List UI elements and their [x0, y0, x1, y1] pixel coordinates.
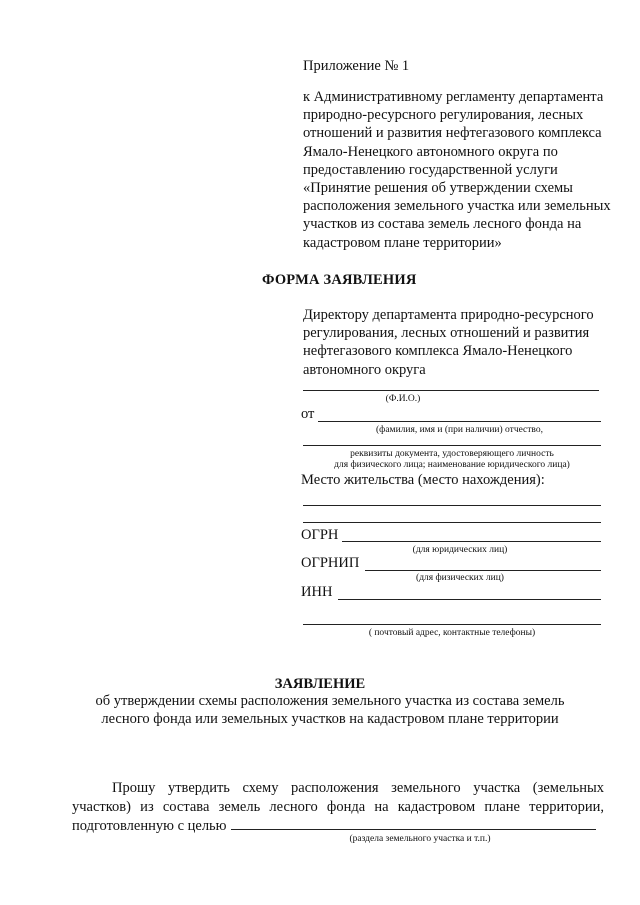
ogrn-label: ОГРН — [301, 527, 339, 543]
document-caption-1: реквизиты документа, удостоверяющего личность — [350, 449, 554, 459]
addressee-block: Директору департамента природно-ресурсного регулирования, лесных отношений и развития нефтегазового комплекса Ямало-Ненецкого автономного округа — [303, 307, 594, 378]
name-input-line[interactable] — [318, 421, 601, 422]
residence-input-line-1[interactable] — [303, 505, 601, 506]
application-subtitle: об утверждении схемы расположения земельного участка из состава земель лесного фонда или земельных участков на кадастровом плане территории — [95, 693, 565, 727]
ogrnip-input-line[interactable] — [365, 570, 601, 571]
form-title: ФОРМА ЗАЯВЛЕНИЯ — [262, 272, 417, 288]
ogrnip-caption: (для физических лиц) — [416, 573, 504, 583]
purpose-input-line[interactable] — [231, 817, 596, 830]
contacts-input-line[interactable] — [303, 624, 601, 625]
purpose-caption: (раздела земельного участка и т.п.) — [349, 834, 491, 844]
contacts-caption: ( почтовый адрес, контактные телефоны) — [368, 628, 536, 638]
application-title: ЗАЯВЛЕНИЕ — [274, 676, 366, 692]
fio-caption: (Ф.И.О.) — [385, 394, 421, 404]
application-body-text: Прошу утвердить схему расположения земельного участка (земельных участков) из состава земель лесного фонда на кадастровом плане территории, подготовленную с целью — [72, 780, 604, 834]
regulation-reference: к Административному регламенту департамента природно-ресурсного регулирования, лесных отношений и развития нефтегазового комплекса Ямало-Ненецкого автономного округа по предоставлению государственной услуги «Принятие решения об утверждении схемы расположения земельного участка или земельных участков из состава земель лесного фонда на кадастровом плане территории» — [303, 89, 611, 251]
inn-input-line[interactable] — [338, 599, 601, 600]
document-input-line[interactable] — [303, 445, 601, 446]
residence-input-line-2[interactable] — [303, 522, 601, 523]
inn-label: ИНН — [301, 584, 333, 600]
ogrnip-label: ОГРНИП — [301, 555, 360, 571]
document-caption-2: для физического лица; наименование юридического лица) — [334, 460, 570, 470]
fio-input-line[interactable] — [303, 390, 599, 391]
application-body — [72, 779, 604, 836]
name-caption: (фамилия, имя и (при наличии) отчество, — [376, 425, 543, 435]
ogrn-caption: (для юридических лиц) — [412, 545, 508, 555]
ogrn-input-line[interactable] — [342, 541, 601, 542]
from-label: от — [301, 406, 315, 422]
residence-label: Место жительства (место нахождения): — [301, 472, 545, 488]
appendix-number: Приложение № 1 — [303, 58, 410, 74]
